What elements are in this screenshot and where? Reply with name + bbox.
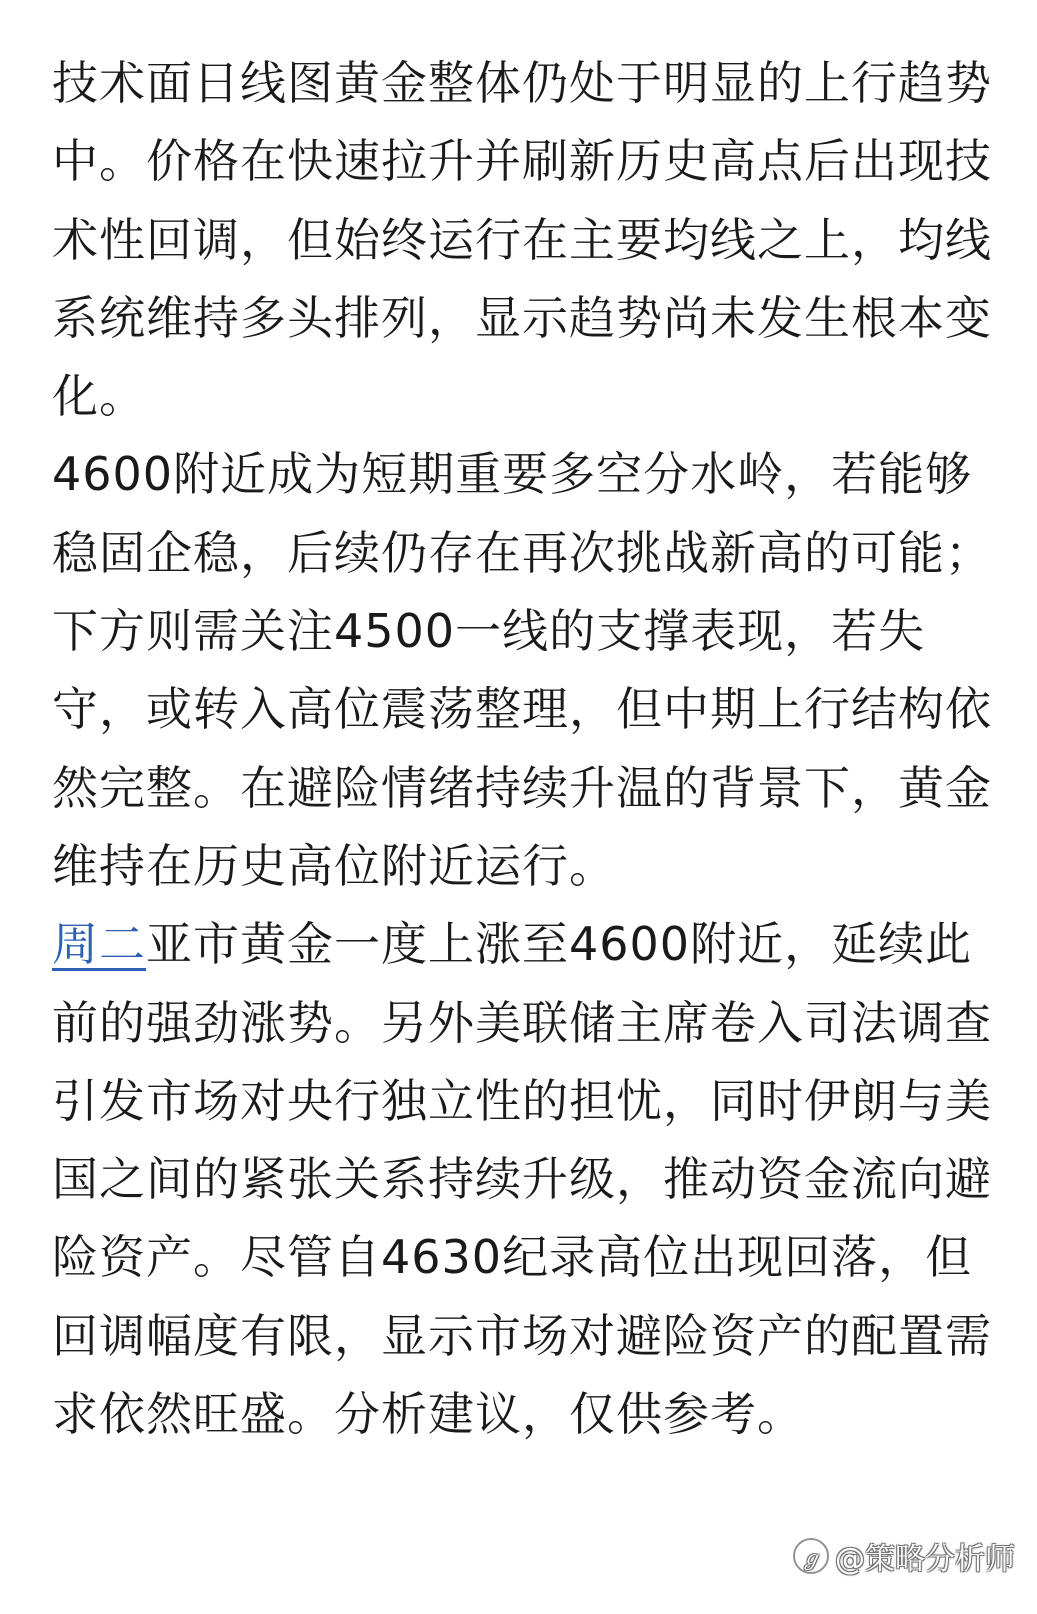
watermark-text: @策略分析师 bbox=[835, 1542, 1015, 1577]
day-link[interactable]: 周二 bbox=[52, 917, 146, 972]
weibo-logo-icon: ℊ bbox=[793, 1538, 829, 1574]
article-paragraph bbox=[52, 905, 992, 1453]
article-paragraph: 4600附近成为短期重要多空分水岭，若能够稳固企稳，后续仍存在再次挑战新高的可能；下方则需关注4500一线的支撑表现，若失守，或转入高位震荡整理，但中期上行结构依然完整。在避险情绪持续升温的背景下，黄金维持在历史高位附近运行。 bbox=[52, 447, 992, 893]
article-body bbox=[52, 44, 992, 1453]
article-paragraph-text: 亚市黄金一度上涨至4600附近，延续此前的强劲涨势。另外美联储主席卷入司法调查引发市场对央行独立性的担忧，同时伊朗与美国之间的紧张关系持续升级，推动资金流向避险资产。尽管自4630纪录高位出现回落，但回调幅度有限，显示市场对避险资产的配置需求依然旺盛。分析建议，仅供参考。 bbox=[52, 917, 992, 1442]
article-paragraph: 技术面日线图黄金整体仍处于明显的上行趋势中。价格在快速拉升并刷新历史高点后出现技术性回调，但始终运行在主要均线之上，均线系统维持多头排列，显示趋势尚未发生根本变化。 bbox=[52, 56, 992, 424]
watermark bbox=[793, 1534, 1015, 1578]
